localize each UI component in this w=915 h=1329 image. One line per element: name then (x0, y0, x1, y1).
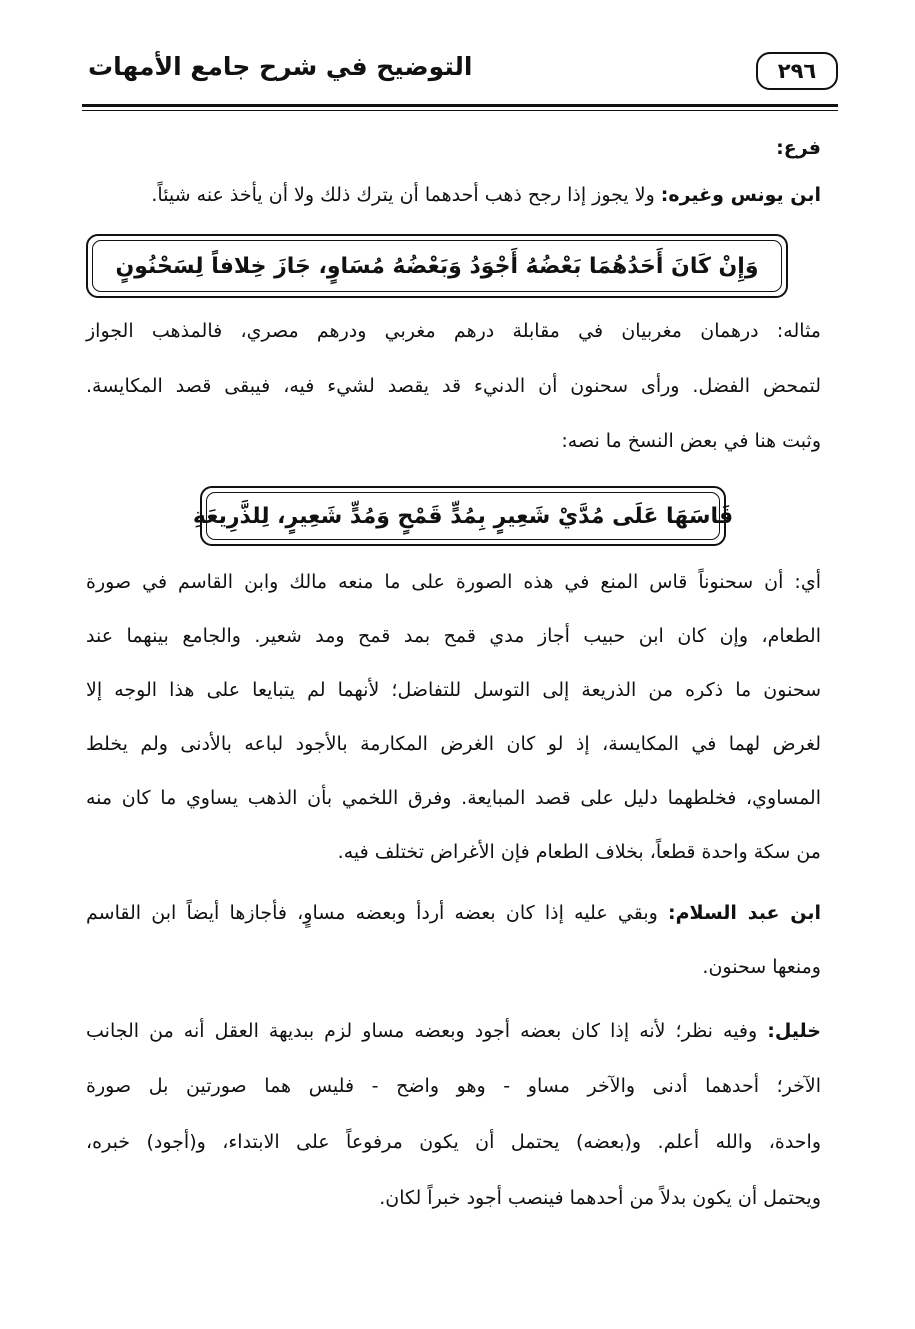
header-rule-thin (82, 110, 838, 111)
para5-line-2: الآخر؛ أحدهما أدنى والآخر مساو - وهو واضح - فليس هما صورتين بل صورة (86, 1075, 821, 1097)
section-label: فرع: (776, 137, 821, 159)
para3-line-1: أي: أن سحنوناً قاس المنع في هذه الصورة على ما منعه مالك وابن القاسم في صورة (86, 571, 821, 593)
header-rule (82, 104, 838, 107)
page-number: ٢٩٦ (756, 52, 838, 90)
para1-line (86, 180, 821, 210)
para1-text: ولا يجوز إذا رجح ذهب أحدهما أن يترك ذلك ولا أن يأخذ عنه شيئاً. (151, 184, 661, 206)
para5-line-3: واحدة، والله أعلم. و(بعضه) يحتمل أن يكون مرفوعاً على الابتداء، و(أجود) خبره، (86, 1131, 821, 1153)
para4-line-2: ومنعها سحنون. (702, 956, 821, 978)
para4-line-1 (86, 898, 821, 928)
para3-line-6: من سكة واحدة قطعاً، بخلاف الطعام فإن الأغراض تختلف فيه. (337, 841, 821, 863)
para2-line-2: لتمحض الفضل. ورأى سحنون أن الدنيء قد يقصد لشيء فيه، فيبقى قصد المكايسة. (86, 375, 821, 397)
running-title: التوضيح في شرح جامع الأمهات (88, 52, 473, 81)
para5-line-4: ويحتمل أن يكون بدلاً من أحدهما فينصب أجود خبراً لكان. (379, 1187, 821, 1209)
para2-line-3: وثبت هنا في بعض النسخ ما نصه: (561, 430, 821, 452)
para4-text: وبقي عليه إذا كان بعضه أردأ وبعضه مساوٍ، فأجازها أيضاً ابن القاسم (86, 902, 669, 924)
para2-line-1: مثاله: درهمان مغربيان في مقابلة درهم مغربي ودرهم مصري، فالمذهب الجواز (86, 320, 821, 342)
para3-line-4: لغرض لهما في المكايسة، إذ لو كان الغرض المكارمة بالأجود لباعه بالأدنى ولم يخلط (86, 733, 821, 755)
para3-line-5: المساوي، فخلطهما دليل على قصد المبايعة. وفرق اللخمي بأن الذهب يساوي ما كان منه (86, 787, 821, 809)
para3-line-3: سحنون ما ذكره من الذريعة إلى التوسل للتفاضل؛ لأنهما لم يتبايعا على هذا الوجه إلا (86, 679, 821, 701)
page-header (82, 52, 838, 104)
matn-quote-1: وَإِنْ كَانَ أَحَدُهُمَا بَعْضُهُ أَجْوَدُ وَبَعْضُهُ مُسَاوٍ، جَازَ خِلافاً لِسَحْنُونٍ (86, 234, 788, 298)
matn-quote-2: قَاسَهَا عَلَى مُدَّيْ شَعِيرٍ بِمُدٍّ قَمْحٍ وَمُدٍّ شَعِيرٍ، لِلذَّرِيعَةِ (200, 486, 726, 546)
para1-label: ابن يونس وغيره: (660, 184, 821, 206)
para5-line-1 (86, 1016, 821, 1046)
para4-label: ابن عبد السلام: (668, 902, 821, 924)
para5-text: وفيه نظر؛ لأنه إذا كان بعضه أجود وبعضه مساو لزم ببديهة العقل أنه من الجانب (86, 1020, 768, 1042)
para5-label: خليل: (767, 1020, 821, 1042)
para3-line-2: الطعام، وإن كان ابن حبيب أجاز مدي قمح بمد قمح ومد شعير. والجامع بينهما عند (86, 625, 821, 647)
